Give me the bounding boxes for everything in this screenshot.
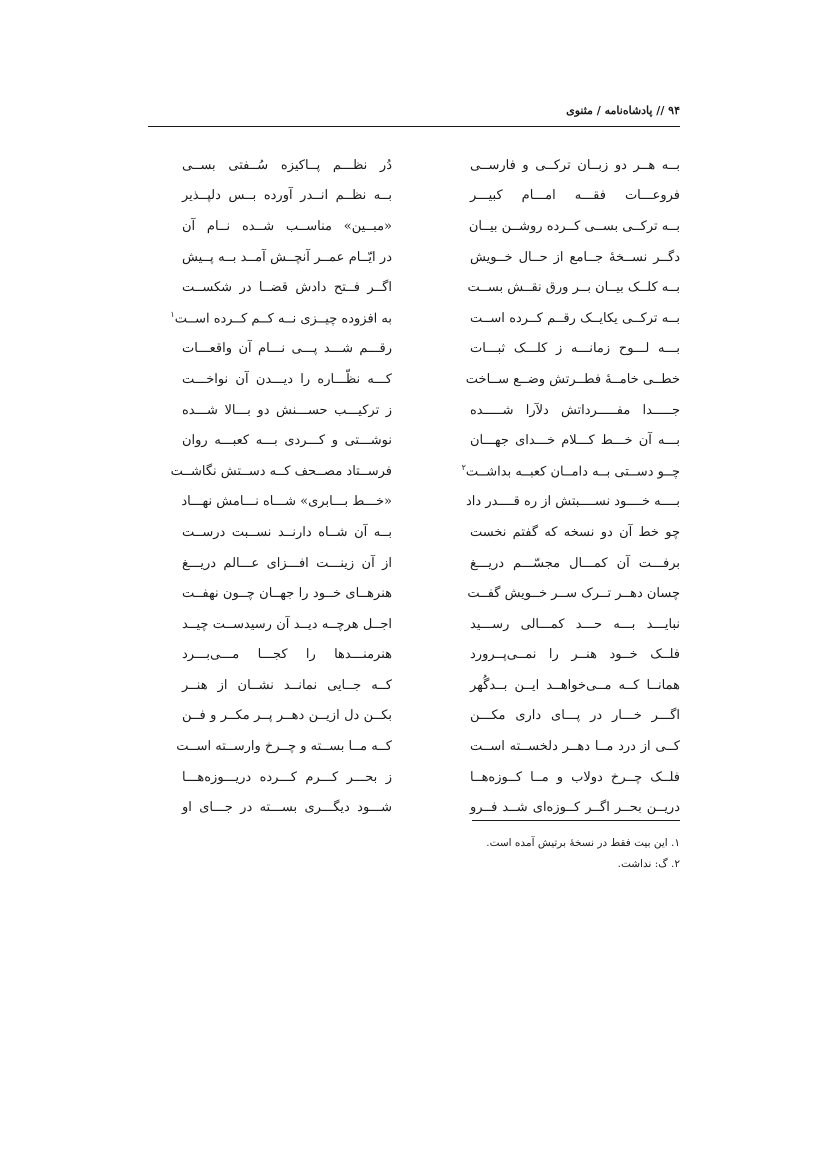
hemistich-text: از آن زینـــت افـــزای عـــالم دریـــغ: [182, 555, 392, 571]
footnotes: [380, 833, 680, 875]
hemistich-text: اگـــر خـــار در پـــای داری مکـــن: [470, 708, 680, 724]
hemistich-first: [470, 800, 680, 815]
hemistich-first: [470, 250, 680, 265]
hemistich-text: دریــن بحــر اگــر کــوزه‌ای شــد فــرو: [470, 800, 680, 816]
couplet: [182, 517, 680, 548]
hemistich-text: کــی از درد مــا دهــر دلخســته اســت: [470, 739, 680, 755]
running-header: ۹۴ // پادشاه‌نامه / مثنوی: [566, 104, 680, 117]
header-rule: [148, 126, 680, 127]
hemistich-first: [470, 341, 680, 356]
hemistich-second: [182, 800, 392, 815]
hemistich-text: بــه ترکــی بســی کــرده روشــن بیــان: [468, 218, 680, 234]
hemistich-text: بــه آن شــاه دارنــد نســبت درســت: [182, 524, 392, 540]
hemistich-first: [470, 188, 680, 203]
footnote: ۱. این بیت فقط در نسخهٔ برتیش آمده است.: [486, 837, 680, 849]
hemistich-second: [182, 617, 392, 632]
couplet: [182, 487, 680, 518]
hemistich-text: نوشـــتی و کـــردی بـــه کعبـــه روان: [182, 433, 392, 449]
footnote-marker: ۲: [461, 463, 466, 473]
couplet: [182, 425, 680, 456]
hemistich-second: [182, 433, 392, 448]
hemistich-second: [182, 556, 392, 571]
hemistich-first: [470, 770, 680, 785]
footnote-rule: [472, 820, 680, 821]
couplet: [182, 395, 680, 426]
hemistich-text: برفـــت آن کمـــال مجسّـــم دریـــغ: [470, 555, 680, 571]
hemistich-second: [170, 310, 392, 327]
hemistich-text: چسان دهــر تــرک ســر خــویش گفــت: [467, 586, 680, 602]
hemistich-text: چو خط آن دو نسخه که گفتم نخست: [470, 524, 680, 540]
hemistich-first: [470, 525, 680, 540]
hemistich-second: [182, 372, 392, 387]
hemistich-text: نبایـــد بـــه حـــد کمـــالی رســـید: [470, 616, 680, 632]
hemistich-text: بــه نظــم انــدر آورده بــس دلپــذیر: [182, 188, 392, 204]
hemistich-second: [182, 250, 392, 265]
hemistich-second: [182, 770, 392, 785]
hemistich-text: کـــه نظّـــاره را دیـــدن آن نواخـــت: [182, 371, 392, 387]
hemistich-text: ز بحـــر کـــرم کـــرده دریـــوزه‌هـــا: [182, 769, 392, 785]
couplet: [182, 334, 680, 365]
hemistich-text: اجــل هرچــه دیــد آن رسیدســت چیــد: [182, 616, 392, 632]
hemistich-first: [467, 280, 680, 296]
couplet: [182, 762, 680, 793]
hemistich-first: [461, 463, 680, 480]
hemistich-text: بــه ترکــی یکایــک رقــم کــرده اســت: [470, 310, 680, 326]
hemistich-text: فرســتاد مصــحف کــه دســتش نگاشــت: [170, 463, 392, 479]
couplet: [182, 181, 680, 212]
hemistich-first: [470, 403, 680, 418]
couplet: [182, 670, 680, 701]
hemistich-text: کــه مــا بســته و چــرخ وارســته اســت: [176, 739, 392, 755]
footnote: ۲. گ: نداشت.: [617, 858, 680, 870]
couplet: [182, 701, 680, 732]
hemistich-first: [467, 586, 680, 602]
footnote-marker: ۱: [170, 310, 175, 320]
hemistich-first: [470, 708, 680, 723]
hemistich-first: [470, 678, 680, 693]
couplet: [182, 211, 680, 242]
hemistich-text: بــــه خــــود نســــبتش از ره قــــدر داد: [466, 494, 680, 510]
hemistich-text: رقـــم شـــد پـــی نـــام آن واقعـــات: [182, 341, 392, 357]
hemistich-text: بــه کلــک بیــان بــر ورق نقــش بســت: [467, 280, 680, 296]
hemistich-first: [470, 739, 680, 754]
hemistich-first: [470, 433, 680, 448]
hemistich-first: [465, 371, 680, 387]
couplet: [176, 731, 680, 762]
hemistich-second: [182, 525, 392, 540]
hemistich-first: [470, 311, 680, 326]
couplet: [182, 364, 680, 395]
hemistich-second: [182, 280, 392, 295]
couplet: [182, 548, 680, 579]
hemistich-text: بکــن دل ازیــن دهــر پــر مکــر و فــن: [182, 708, 392, 724]
couplet: [182, 150, 680, 181]
hemistich-first: [470, 647, 680, 662]
couplet: [170, 303, 680, 334]
hemistich-text: شـــود دیگـــری بســـته در جـــای او: [182, 800, 392, 816]
couplet: [182, 578, 680, 609]
hemistich-first: [470, 158, 680, 173]
hemistich-text: «مبــین» مناســب شــده نــام آن: [182, 218, 392, 234]
hemistich-text: بـــه لـــوح زمانـــه ز کلـــک ثبـــات: [470, 341, 680, 357]
hemistich-text: خطــی خامــهٔ فطــرتش وضــع ســاخت: [465, 371, 680, 387]
couplet: [182, 242, 680, 273]
hemistich-text: جـــــدا مفـــــرداتش دلآرا شـــــده: [470, 402, 680, 418]
hemistich-first: [470, 219, 680, 234]
couplet: [170, 456, 680, 487]
hemistich-text: فلــک چــرخ دولاب و مــا کــوزه‌هــا: [470, 769, 680, 785]
hemistich-second: [182, 708, 392, 723]
hemistich-second: [182, 341, 392, 356]
hemistich-second: [182, 219, 392, 234]
couplet: [182, 609, 680, 640]
hemistich-second: [170, 463, 392, 479]
hemistich-first: [466, 494, 680, 510]
poem-body: [170, 150, 680, 823]
hemistich-text: «خـــط بـــابری» شـــاه نـــامش نهـــاد: [181, 494, 392, 510]
hemistich-text: دگــر نســخهٔ جــامع از حــال خــویش: [470, 249, 680, 265]
hemistich-text: بــه هــر دو زبــان ترکــی و فارســی: [470, 157, 680, 173]
couplet: [182, 792, 680, 823]
hemistich-second: [182, 678, 392, 693]
hemistich-text: ز ترکیـــب حســـنش دو بـــالا شـــده: [182, 402, 392, 418]
hemistich-text: کــه جــایی نمانــد نشــان از هنــر: [182, 677, 392, 693]
hemistich-text: به افزوده چیــزی نــه کــم کــرده اســت: [174, 311, 392, 327]
hemistich-text: همانــا کــه مــی‌خواهــد ایــن بــدگُهر: [470, 677, 680, 693]
hemistich-text: بـــه آن خـــط کـــلام خـــدای جهـــان: [470, 433, 680, 449]
couplet: [182, 272, 680, 303]
hemistich-text: فلــک خــود هنــر را نمــی‌پــرورد: [470, 647, 680, 663]
hemistich-text: دُر نظـــم پــاکیزه سُــفتی بســی: [182, 157, 392, 173]
hemistich-first: [470, 556, 680, 571]
couplet: [182, 640, 680, 671]
hemistich-second: [182, 647, 392, 662]
hemistich-text: هنرهــای خــود را جهــان چــون نهفــت: [182, 586, 392, 602]
hemistich-second: [182, 586, 392, 601]
hemistich-second: [176, 739, 392, 755]
hemistich-text: فروعـــات فقـــه امـــام کبیـــر: [470, 188, 680, 204]
hemistich-second: [182, 403, 392, 418]
hemistich-second: [182, 494, 392, 509]
hemistich-text: در ایّــام عمــر آنچــش آمــد بــه پــیش: [182, 249, 392, 265]
hemistich-second: [182, 188, 392, 203]
hemistich-text: هنرمنـــدها را کجـــا مـــی‌بـــرد: [182, 647, 392, 663]
hemistich-text: چــو دســتی بــه دامــان کعبــه بداشــت: [465, 464, 680, 480]
hemistich-text: اگــر فــتح دادش قضــا در شکســت: [182, 280, 392, 296]
hemistich-second: [182, 158, 392, 173]
hemistich-first: [470, 617, 680, 632]
